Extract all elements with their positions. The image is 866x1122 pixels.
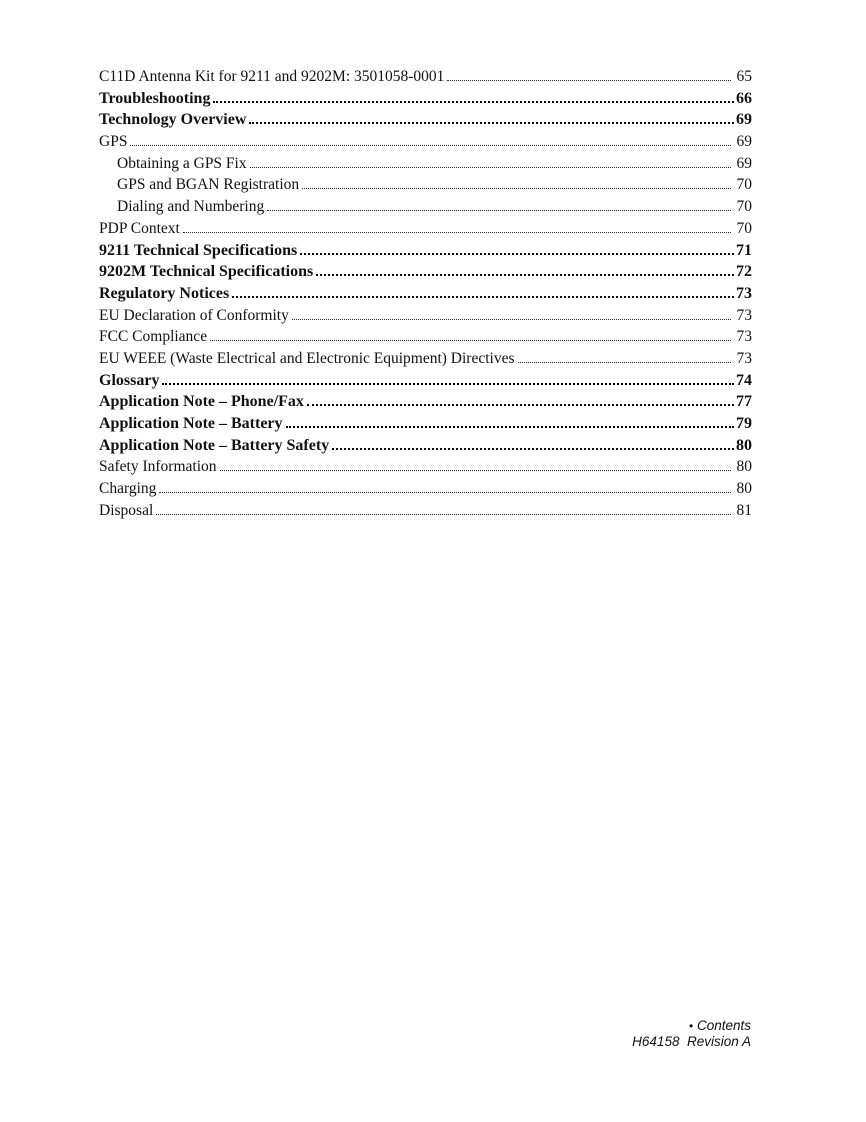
toc-entry-page: 81: [736, 501, 752, 519]
toc-leader-dots: [518, 362, 731, 363]
toc-leader-dots: [250, 167, 731, 168]
toc-entry: [99, 326, 752, 348]
toc-entry-page: 73: [736, 349, 752, 367]
bullet-icon: •: [688, 1019, 694, 1033]
toc-entry-page: 66: [736, 89, 752, 107]
toc-entry-page: 73: [736, 284, 752, 302]
toc-leader-dots: [130, 145, 730, 146]
toc-entry-label: Troubleshooting: [99, 89, 211, 107]
toc-entry: [99, 88, 752, 110]
toc-leader-dots: [447, 80, 730, 81]
toc-leader-dots: [300, 253, 734, 255]
toc-entry-label: 9211 Technical Specifications: [99, 241, 298, 259]
toc-entry: [99, 283, 752, 305]
toc-entry-label: Dialing and Numbering: [117, 198, 265, 216]
toc-entry-label: Regulatory Notices: [99, 284, 230, 302]
toc-entry-label: Application Note – Phone/Fax: [99, 393, 304, 411]
footer-contents-line: [632, 1018, 751, 1034]
toc-entry-label: 9202M Technical Specifications: [99, 263, 314, 281]
toc-leader-dots: [162, 383, 734, 385]
toc-entry: [99, 153, 752, 175]
toc-entry-page: 70: [736, 219, 752, 237]
toc-leader-dots: [302, 188, 730, 189]
toc-entry-page: 69: [736, 154, 752, 172]
toc-leader-dots: [249, 122, 734, 124]
toc-entry: [99, 131, 752, 153]
toc-leader-dots: [220, 470, 731, 471]
toc-entry-label: Charging: [99, 480, 157, 498]
table-of-contents: [99, 66, 752, 521]
toc-entry-page: 73: [736, 306, 752, 324]
toc-rows: [99, 66, 752, 521]
toc-leader-dots: [332, 448, 734, 450]
toc-entry: [99, 435, 752, 457]
toc-entry-page: 79: [736, 415, 752, 432]
toc-entry: [99, 391, 752, 413]
toc-entry-label: Technology Overview: [99, 111, 247, 129]
toc-entry-page: 74: [736, 371, 752, 389]
toc-leader-dots: [156, 514, 730, 515]
toc-entry: [99, 174, 752, 196]
toc-entry-page: 72: [736, 263, 752, 281]
toc-entry: [99, 478, 752, 500]
toc-entry-label: C11D Antenna Kit for 9211 and 9202M: 3501058-0001: [99, 68, 445, 85]
toc-entry: [99, 66, 752, 88]
toc-leader-dots: [316, 274, 734, 276]
toc-entry: [99, 218, 752, 240]
toc-entry-label: EU Declaration of Conformity: [99, 306, 289, 324]
toc-leader-dots: [286, 426, 734, 428]
toc-leader-dots: [213, 101, 734, 103]
toc-leader-dots: [307, 404, 734, 406]
toc-leader-dots: [292, 319, 731, 320]
toc-entry-label: Glossary: [99, 371, 160, 389]
page-footer: [632, 1018, 751, 1050]
toc-entry-page: 69: [736, 111, 752, 129]
toc-entry-label: Application Note – Battery: [99, 415, 283, 432]
toc-entry-page: 80: [736, 436, 752, 454]
toc-leader-dots: [210, 340, 730, 341]
toc-entry-label: GPS: [99, 133, 128, 151]
toc-entry-label: Disposal: [99, 501, 154, 519]
toc-entry: [99, 305, 752, 327]
toc-entry-page: 77: [736, 393, 752, 411]
toc-entry-label: EU WEEE (Waste Electrical and Electronic Equipment) Directives: [99, 349, 515, 367]
toc-entry: [99, 413, 752, 435]
toc-entry-page: 65: [736, 68, 752, 85]
toc-leader-dots: [159, 492, 730, 493]
toc-entry: [99, 261, 752, 283]
toc-entry-label: Application Note – Battery Safety: [99, 436, 330, 454]
toc-leader-dots: [267, 210, 730, 211]
toc-entry-label: GPS and BGAN Registration: [117, 176, 300, 194]
footer-contents-label: Contents: [696, 1018, 751, 1033]
footer-doc-id: H64158 Revision A: [632, 1034, 751, 1049]
toc-entry-page: 71: [736, 241, 752, 259]
toc-entry: [99, 109, 752, 131]
toc-entry: [99, 240, 752, 262]
toc-leader-dots: [232, 296, 734, 298]
toc-entry-label: Obtaining a GPS Fix: [117, 154, 247, 172]
toc-entry: [99, 348, 752, 370]
toc-entry-label: Safety Information: [99, 458, 217, 476]
toc-entry-page: 73: [736, 328, 752, 346]
toc-entry-page: 80: [736, 480, 752, 498]
toc-entry-page: 70: [736, 176, 752, 194]
toc-entry-label: PDP Context: [99, 219, 180, 237]
toc-entry-page: 69: [736, 133, 752, 151]
toc-entry-label: FCC Compliance: [99, 328, 208, 346]
toc-entry: [99, 370, 752, 392]
toc-entry-page: 70: [736, 198, 752, 216]
toc-entry: [99, 456, 752, 478]
toc-entry: [99, 500, 752, 522]
toc-leader-dots: [183, 232, 731, 233]
toc-entry-page: 80: [736, 458, 752, 476]
toc-entry: [99, 196, 752, 218]
